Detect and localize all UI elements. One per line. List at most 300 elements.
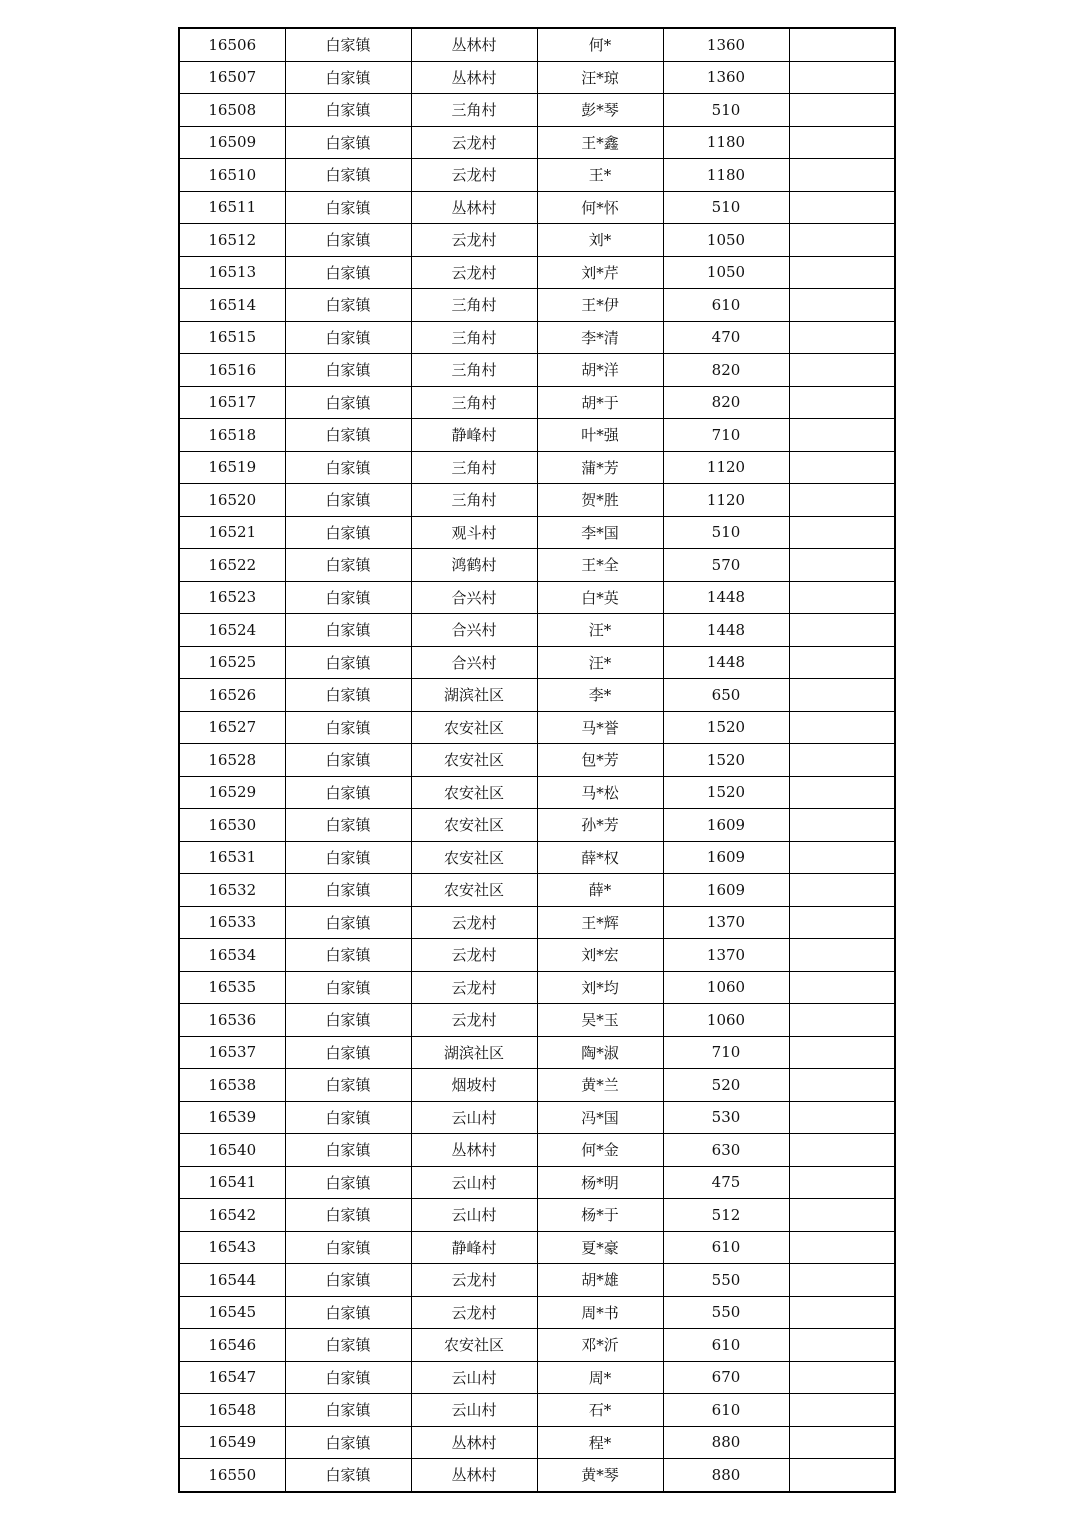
town-cell: 白家镇 bbox=[285, 94, 411, 127]
note-cell bbox=[789, 159, 895, 192]
note-cell bbox=[789, 61, 895, 94]
name-cell: 杨*于 bbox=[537, 1199, 663, 1232]
name-cell: 王* bbox=[537, 159, 663, 192]
town-cell: 白家镇 bbox=[285, 646, 411, 679]
town-cell: 白家镇 bbox=[285, 28, 411, 61]
name-cell: 马*誉 bbox=[537, 711, 663, 744]
name-cell: 李* bbox=[537, 679, 663, 712]
town-cell: 白家镇 bbox=[285, 451, 411, 484]
row-id-cell: 16547 bbox=[179, 1361, 285, 1394]
name-cell: 马*松 bbox=[537, 776, 663, 809]
town-cell: 白家镇 bbox=[285, 516, 411, 549]
table-row bbox=[179, 1134, 895, 1167]
village-cell: 合兴村 bbox=[411, 581, 537, 614]
table-row bbox=[179, 1004, 895, 1037]
table-row bbox=[179, 1101, 895, 1134]
note-cell bbox=[789, 354, 895, 387]
name-cell: 包*芳 bbox=[537, 744, 663, 777]
name-cell: 陶*淑 bbox=[537, 1036, 663, 1069]
amount-cell: 1609 bbox=[663, 809, 789, 842]
town-cell: 白家镇 bbox=[285, 1329, 411, 1362]
village-cell: 丛林村 bbox=[411, 61, 537, 94]
name-cell: 胡*雄 bbox=[537, 1264, 663, 1297]
table-row bbox=[179, 549, 895, 582]
village-cell: 云龙村 bbox=[411, 159, 537, 192]
town-cell: 白家镇 bbox=[285, 906, 411, 939]
name-cell: 刘*宏 bbox=[537, 939, 663, 972]
amount-cell: 820 bbox=[663, 354, 789, 387]
row-id-cell: 16514 bbox=[179, 289, 285, 322]
amount-cell: 610 bbox=[663, 1329, 789, 1362]
row-id-cell: 16507 bbox=[179, 61, 285, 94]
table-row bbox=[179, 971, 895, 1004]
amount-cell: 1609 bbox=[663, 841, 789, 874]
name-cell: 石* bbox=[537, 1394, 663, 1427]
table-row bbox=[179, 484, 895, 517]
town-cell: 白家镇 bbox=[285, 581, 411, 614]
amount-cell: 510 bbox=[663, 191, 789, 224]
town-cell: 白家镇 bbox=[285, 354, 411, 387]
table-row bbox=[179, 711, 895, 744]
note-cell bbox=[789, 1329, 895, 1362]
note-cell bbox=[789, 1004, 895, 1037]
note-cell bbox=[789, 1134, 895, 1167]
village-cell: 合兴村 bbox=[411, 646, 537, 679]
village-cell: 云龙村 bbox=[411, 1296, 537, 1329]
amount-cell: 1360 bbox=[663, 28, 789, 61]
town-cell: 白家镇 bbox=[285, 1361, 411, 1394]
table-row bbox=[179, 126, 895, 159]
amount-cell: 530 bbox=[663, 1101, 789, 1134]
name-cell: 杨*明 bbox=[537, 1166, 663, 1199]
note-cell bbox=[789, 1361, 895, 1394]
town-cell: 白家镇 bbox=[285, 1166, 411, 1199]
name-cell: 彭*琴 bbox=[537, 94, 663, 127]
note-cell bbox=[789, 1394, 895, 1427]
town-cell: 白家镇 bbox=[285, 1036, 411, 1069]
table-row bbox=[179, 1166, 895, 1199]
village-cell: 丛林村 bbox=[411, 191, 537, 224]
note-cell bbox=[789, 1296, 895, 1329]
table-row bbox=[179, 874, 895, 907]
row-id-cell: 16510 bbox=[179, 159, 285, 192]
village-cell: 三角村 bbox=[411, 386, 537, 419]
note-cell bbox=[789, 1459, 895, 1492]
town-cell: 白家镇 bbox=[285, 971, 411, 1004]
amount-cell: 1520 bbox=[663, 776, 789, 809]
village-cell: 鸿鹤村 bbox=[411, 549, 537, 582]
village-cell: 农安社区 bbox=[411, 744, 537, 777]
note-cell bbox=[789, 1166, 895, 1199]
name-cell: 刘* bbox=[537, 224, 663, 257]
note-cell bbox=[789, 906, 895, 939]
amount-cell: 512 bbox=[663, 1199, 789, 1232]
table-row bbox=[179, 744, 895, 777]
table-row bbox=[179, 1069, 895, 1102]
table-row bbox=[179, 841, 895, 874]
row-id-cell: 16532 bbox=[179, 874, 285, 907]
amount-cell: 1448 bbox=[663, 581, 789, 614]
town-cell: 白家镇 bbox=[285, 1296, 411, 1329]
table-row bbox=[179, 289, 895, 322]
village-cell: 丛林村 bbox=[411, 1134, 537, 1167]
town-cell: 白家镇 bbox=[285, 191, 411, 224]
town-cell: 白家镇 bbox=[285, 874, 411, 907]
note-cell bbox=[789, 1264, 895, 1297]
table-row bbox=[179, 419, 895, 452]
village-cell: 三角村 bbox=[411, 94, 537, 127]
town-cell: 白家镇 bbox=[285, 386, 411, 419]
name-cell: 程* bbox=[537, 1426, 663, 1459]
village-cell: 农安社区 bbox=[411, 711, 537, 744]
amount-cell: 1370 bbox=[663, 906, 789, 939]
village-cell: 云山村 bbox=[411, 1101, 537, 1134]
note-cell bbox=[789, 1036, 895, 1069]
row-id-cell: 16528 bbox=[179, 744, 285, 777]
amount-cell: 1370 bbox=[663, 939, 789, 972]
town-cell: 白家镇 bbox=[285, 776, 411, 809]
row-id-cell: 16529 bbox=[179, 776, 285, 809]
town-cell: 白家镇 bbox=[285, 1004, 411, 1037]
name-cell: 刘*芹 bbox=[537, 256, 663, 289]
amount-cell: 610 bbox=[663, 1394, 789, 1427]
village-cell: 云山村 bbox=[411, 1361, 537, 1394]
table-row bbox=[179, 1361, 895, 1394]
table-row bbox=[179, 354, 895, 387]
village-cell: 云龙村 bbox=[411, 1004, 537, 1037]
town-cell: 白家镇 bbox=[285, 614, 411, 647]
note-cell bbox=[789, 711, 895, 744]
row-id-cell: 16550 bbox=[179, 1459, 285, 1492]
town-cell: 白家镇 bbox=[285, 321, 411, 354]
name-cell: 李*清 bbox=[537, 321, 663, 354]
name-cell: 黄*兰 bbox=[537, 1069, 663, 1102]
table-row bbox=[179, 1264, 895, 1297]
amount-cell: 1609 bbox=[663, 874, 789, 907]
table-row bbox=[179, 679, 895, 712]
village-cell: 农安社区 bbox=[411, 809, 537, 842]
amount-cell: 520 bbox=[663, 1069, 789, 1102]
table-row bbox=[179, 386, 895, 419]
row-id-cell: 16526 bbox=[179, 679, 285, 712]
amount-cell: 1520 bbox=[663, 711, 789, 744]
town-cell: 白家镇 bbox=[285, 841, 411, 874]
row-id-cell: 16537 bbox=[179, 1036, 285, 1069]
row-id-cell: 16519 bbox=[179, 451, 285, 484]
town-cell: 白家镇 bbox=[285, 1101, 411, 1134]
amount-cell: 1448 bbox=[663, 646, 789, 679]
village-cell: 云龙村 bbox=[411, 906, 537, 939]
town-cell: 白家镇 bbox=[285, 1199, 411, 1232]
amount-cell: 1060 bbox=[663, 971, 789, 1004]
note-cell bbox=[789, 939, 895, 972]
village-cell: 农安社区 bbox=[411, 841, 537, 874]
amount-cell: 550 bbox=[663, 1296, 789, 1329]
name-cell: 汪* bbox=[537, 614, 663, 647]
village-cell: 烟坡村 bbox=[411, 1069, 537, 1102]
village-cell: 云龙村 bbox=[411, 939, 537, 972]
town-cell: 白家镇 bbox=[285, 1394, 411, 1427]
data-table bbox=[178, 27, 896, 1493]
name-cell: 白*英 bbox=[537, 581, 663, 614]
row-id-cell: 16525 bbox=[179, 646, 285, 679]
name-cell: 吴*玉 bbox=[537, 1004, 663, 1037]
amount-cell: 1448 bbox=[663, 614, 789, 647]
village-cell: 云龙村 bbox=[411, 126, 537, 159]
amount-cell: 1180 bbox=[663, 126, 789, 159]
table-row bbox=[179, 321, 895, 354]
town-cell: 白家镇 bbox=[285, 549, 411, 582]
amount-cell: 820 bbox=[663, 386, 789, 419]
town-cell: 白家镇 bbox=[285, 289, 411, 322]
village-cell: 云山村 bbox=[411, 1166, 537, 1199]
row-id-cell: 16539 bbox=[179, 1101, 285, 1134]
note-cell bbox=[789, 126, 895, 159]
amount-cell: 1050 bbox=[663, 256, 789, 289]
amount-cell: 880 bbox=[663, 1459, 789, 1492]
town-cell: 白家镇 bbox=[285, 256, 411, 289]
amount-cell: 550 bbox=[663, 1264, 789, 1297]
row-id-cell: 16508 bbox=[179, 94, 285, 127]
table-row bbox=[179, 646, 895, 679]
village-cell: 湖滨社区 bbox=[411, 679, 537, 712]
village-cell: 三角村 bbox=[411, 451, 537, 484]
town-cell: 白家镇 bbox=[285, 419, 411, 452]
town-cell: 白家镇 bbox=[285, 1231, 411, 1264]
row-id-cell: 16521 bbox=[179, 516, 285, 549]
name-cell: 周*书 bbox=[537, 1296, 663, 1329]
note-cell bbox=[789, 614, 895, 647]
town-cell: 白家镇 bbox=[285, 1426, 411, 1459]
row-id-cell: 16545 bbox=[179, 1296, 285, 1329]
row-id-cell: 16523 bbox=[179, 581, 285, 614]
village-cell: 三角村 bbox=[411, 321, 537, 354]
name-cell: 叶*强 bbox=[537, 419, 663, 452]
name-cell: 何*金 bbox=[537, 1134, 663, 1167]
name-cell: 王*鑫 bbox=[537, 126, 663, 159]
note-cell bbox=[789, 776, 895, 809]
table-row bbox=[179, 809, 895, 842]
village-cell: 湖滨社区 bbox=[411, 1036, 537, 1069]
row-id-cell: 16520 bbox=[179, 484, 285, 517]
table-row bbox=[179, 1459, 895, 1492]
amount-cell: 610 bbox=[663, 289, 789, 322]
row-id-cell: 16534 bbox=[179, 939, 285, 972]
amount-cell: 1120 bbox=[663, 484, 789, 517]
table-row bbox=[179, 1199, 895, 1232]
table-row bbox=[179, 159, 895, 192]
note-cell bbox=[789, 28, 895, 61]
table-row bbox=[179, 939, 895, 972]
town-cell: 白家镇 bbox=[285, 1459, 411, 1492]
table-row bbox=[179, 1426, 895, 1459]
name-cell: 汪*琼 bbox=[537, 61, 663, 94]
name-cell: 李*国 bbox=[537, 516, 663, 549]
row-id-cell: 16533 bbox=[179, 906, 285, 939]
note-cell bbox=[789, 841, 895, 874]
amount-cell: 1360 bbox=[663, 61, 789, 94]
amount-cell: 880 bbox=[663, 1426, 789, 1459]
table-body bbox=[179, 28, 895, 1492]
note-cell bbox=[789, 744, 895, 777]
note-cell bbox=[789, 874, 895, 907]
row-id-cell: 16536 bbox=[179, 1004, 285, 1037]
table-row bbox=[179, 516, 895, 549]
row-id-cell: 16509 bbox=[179, 126, 285, 159]
village-cell: 三角村 bbox=[411, 289, 537, 322]
town-cell: 白家镇 bbox=[285, 809, 411, 842]
town-cell: 白家镇 bbox=[285, 679, 411, 712]
table-row bbox=[179, 1329, 895, 1362]
town-cell: 白家镇 bbox=[285, 224, 411, 257]
note-cell bbox=[789, 451, 895, 484]
village-cell: 云龙村 bbox=[411, 256, 537, 289]
note-cell bbox=[789, 386, 895, 419]
row-id-cell: 16518 bbox=[179, 419, 285, 452]
row-id-cell: 16538 bbox=[179, 1069, 285, 1102]
row-id-cell: 16535 bbox=[179, 971, 285, 1004]
row-id-cell: 16530 bbox=[179, 809, 285, 842]
town-cell: 白家镇 bbox=[285, 1134, 411, 1167]
name-cell: 何* bbox=[537, 28, 663, 61]
row-id-cell: 16541 bbox=[179, 1166, 285, 1199]
name-cell: 贺*胜 bbox=[537, 484, 663, 517]
town-cell: 白家镇 bbox=[285, 744, 411, 777]
village-cell: 静峰村 bbox=[411, 419, 537, 452]
amount-cell: 710 bbox=[663, 419, 789, 452]
table-row bbox=[179, 776, 895, 809]
name-cell: 王*辉 bbox=[537, 906, 663, 939]
village-cell: 合兴村 bbox=[411, 614, 537, 647]
town-cell: 白家镇 bbox=[285, 1264, 411, 1297]
amount-cell: 670 bbox=[663, 1361, 789, 1394]
table-row bbox=[179, 906, 895, 939]
note-cell bbox=[789, 484, 895, 517]
note-cell bbox=[789, 646, 895, 679]
town-cell: 白家镇 bbox=[285, 939, 411, 972]
table-row bbox=[179, 256, 895, 289]
town-cell: 白家镇 bbox=[285, 711, 411, 744]
name-cell: 邓*沂 bbox=[537, 1329, 663, 1362]
name-cell: 何*怀 bbox=[537, 191, 663, 224]
note-cell bbox=[789, 224, 895, 257]
amount-cell: 510 bbox=[663, 94, 789, 127]
village-cell: 丛林村 bbox=[411, 1426, 537, 1459]
table-row bbox=[179, 1296, 895, 1329]
row-id-cell: 16511 bbox=[179, 191, 285, 224]
amount-cell: 710 bbox=[663, 1036, 789, 1069]
row-id-cell: 16531 bbox=[179, 841, 285, 874]
village-cell: 云龙村 bbox=[411, 971, 537, 1004]
village-cell: 静峰村 bbox=[411, 1231, 537, 1264]
note-cell bbox=[789, 581, 895, 614]
village-cell: 三角村 bbox=[411, 354, 537, 387]
note-cell bbox=[789, 516, 895, 549]
note-cell bbox=[789, 289, 895, 322]
table-row bbox=[179, 614, 895, 647]
town-cell: 白家镇 bbox=[285, 159, 411, 192]
name-cell: 王*全 bbox=[537, 549, 663, 582]
row-id-cell: 16549 bbox=[179, 1426, 285, 1459]
table-row bbox=[179, 1231, 895, 1264]
amount-cell: 1060 bbox=[663, 1004, 789, 1037]
table-row bbox=[179, 224, 895, 257]
town-cell: 白家镇 bbox=[285, 1069, 411, 1102]
note-cell bbox=[789, 679, 895, 712]
note-cell bbox=[789, 321, 895, 354]
village-cell: 农安社区 bbox=[411, 874, 537, 907]
note-cell bbox=[789, 1101, 895, 1134]
amount-cell: 1180 bbox=[663, 159, 789, 192]
village-cell: 云龙村 bbox=[411, 224, 537, 257]
town-cell: 白家镇 bbox=[285, 126, 411, 159]
row-id-cell: 16512 bbox=[179, 224, 285, 257]
row-id-cell: 16542 bbox=[179, 1199, 285, 1232]
village-cell: 农安社区 bbox=[411, 776, 537, 809]
row-id-cell: 16548 bbox=[179, 1394, 285, 1427]
name-cell: 孙*芳 bbox=[537, 809, 663, 842]
note-cell bbox=[789, 94, 895, 127]
name-cell: 王*伊 bbox=[537, 289, 663, 322]
amount-cell: 650 bbox=[663, 679, 789, 712]
amount-cell: 570 bbox=[663, 549, 789, 582]
amount-cell: 1520 bbox=[663, 744, 789, 777]
name-cell: 汪* bbox=[537, 646, 663, 679]
name-cell: 刘*均 bbox=[537, 971, 663, 1004]
row-id-cell: 16540 bbox=[179, 1134, 285, 1167]
row-id-cell: 16515 bbox=[179, 321, 285, 354]
table-row bbox=[179, 1394, 895, 1427]
village-cell: 云龙村 bbox=[411, 1264, 537, 1297]
note-cell bbox=[789, 1069, 895, 1102]
note-cell bbox=[789, 971, 895, 1004]
amount-cell: 630 bbox=[663, 1134, 789, 1167]
village-cell: 丛林村 bbox=[411, 28, 537, 61]
amount-cell: 510 bbox=[663, 516, 789, 549]
amount-cell: 610 bbox=[663, 1231, 789, 1264]
note-cell bbox=[789, 256, 895, 289]
amount-cell: 1120 bbox=[663, 451, 789, 484]
row-id-cell: 16516 bbox=[179, 354, 285, 387]
amount-cell: 1050 bbox=[663, 224, 789, 257]
row-id-cell: 16506 bbox=[179, 28, 285, 61]
note-cell bbox=[789, 549, 895, 582]
name-cell: 胡*于 bbox=[537, 386, 663, 419]
row-id-cell: 16522 bbox=[179, 549, 285, 582]
village-cell: 云山村 bbox=[411, 1199, 537, 1232]
name-cell: 黄*琴 bbox=[537, 1459, 663, 1492]
name-cell: 冯*国 bbox=[537, 1101, 663, 1134]
amount-cell: 475 bbox=[663, 1166, 789, 1199]
village-cell: 三角村 bbox=[411, 484, 537, 517]
name-cell: 胡*洋 bbox=[537, 354, 663, 387]
name-cell: 蒲*芳 bbox=[537, 451, 663, 484]
row-id-cell: 16527 bbox=[179, 711, 285, 744]
village-cell: 丛林村 bbox=[411, 1459, 537, 1492]
name-cell: 周* bbox=[537, 1361, 663, 1394]
note-cell bbox=[789, 191, 895, 224]
note-cell bbox=[789, 1199, 895, 1232]
table-row bbox=[179, 1036, 895, 1069]
row-id-cell: 16524 bbox=[179, 614, 285, 647]
table-row bbox=[179, 451, 895, 484]
row-id-cell: 16544 bbox=[179, 1264, 285, 1297]
table-row bbox=[179, 61, 895, 94]
name-cell: 夏*豪 bbox=[537, 1231, 663, 1264]
village-cell: 农安社区 bbox=[411, 1329, 537, 1362]
village-cell: 云山村 bbox=[411, 1394, 537, 1427]
town-cell: 白家镇 bbox=[285, 61, 411, 94]
